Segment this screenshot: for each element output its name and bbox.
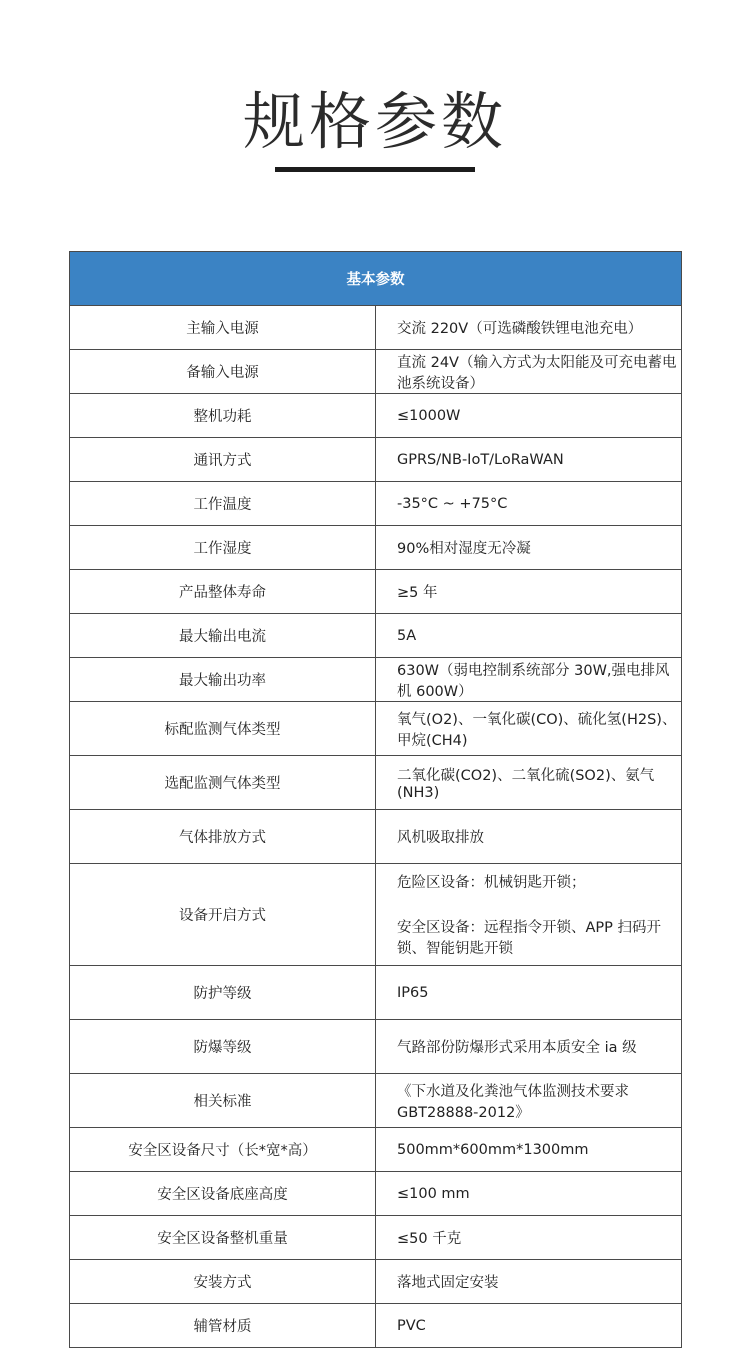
table-row	[70, 1260, 682, 1304]
table-row	[70, 1074, 682, 1128]
table-row	[70, 570, 682, 614]
table-row	[70, 1020, 682, 1074]
row-value: -35°C ~ +75°C	[376, 482, 682, 526]
table-row	[70, 306, 682, 350]
row-value: 《下水道及化粪池气体监测技术要求 GBT28888-2012》	[376, 1074, 682, 1128]
row-name: 选配监测气体类型	[70, 756, 376, 810]
row-name: 最大输出电流	[70, 614, 376, 658]
row-name: 安全区设备整机重量	[70, 1216, 376, 1260]
row-value: 交流 220V（可选磷酸铁锂电池充电）	[376, 306, 682, 350]
row-value-line: 危险区设备：机械钥匙开锁；	[397, 875, 586, 891]
row-name: 备输入电源	[70, 350, 376, 394]
table-row	[70, 482, 682, 526]
row-name: 气体排放方式	[70, 810, 376, 864]
table-row	[70, 394, 682, 438]
row-name: 相关标准	[70, 1074, 376, 1128]
row-value: 500mm*600mm*1300mm	[376, 1128, 682, 1172]
row-value: ≤50 千克	[376, 1216, 682, 1260]
row-name: 通讯方式	[70, 438, 376, 482]
row-name: 主输入电源	[70, 306, 376, 350]
row-name: 防护等级	[70, 966, 376, 1020]
row-value: 630W（弱电控制系统部分 30W,强电排风机 600W）	[376, 658, 682, 702]
row-name: 设备开启方式	[70, 864, 376, 966]
table-row	[70, 966, 682, 1020]
page-title: 规格参数	[242, 85, 507, 158]
row-value: 5A	[376, 614, 682, 658]
row-value: IP65	[376, 966, 682, 1020]
spec-table	[69, 251, 682, 1348]
row-value: 90%相对湿度无冷凝	[376, 526, 682, 570]
table-row	[70, 1172, 682, 1216]
table-header-row	[70, 252, 682, 306]
row-value: 二氧化碳(CO2)、二氧化硫(SO2)、氨气(NH3)	[376, 756, 682, 810]
table-row	[70, 658, 682, 702]
table-row	[70, 526, 682, 570]
row-value: 落地式固定安装	[376, 1260, 682, 1304]
row-value: 风机吸取排放	[376, 810, 682, 864]
row-name: 产品整体寿命	[70, 570, 376, 614]
row-value	[376, 864, 682, 966]
table-row	[70, 350, 682, 394]
row-value-line: 安全区设备：远程指令开锁、APP 扫码开锁、智能钥匙开锁	[397, 920, 662, 957]
row-value: GPRS/NB-IoT/LoRaWAN	[376, 438, 682, 482]
table-row	[70, 864, 682, 966]
row-name: 安全区设备底座高度	[70, 1172, 376, 1216]
title-underline	[275, 167, 475, 172]
row-name: 标配监测气体类型	[70, 702, 376, 756]
row-value: ≤1000W	[376, 394, 682, 438]
table-row	[70, 1216, 682, 1260]
row-name: 整机功耗	[70, 394, 376, 438]
table-row	[70, 1128, 682, 1172]
row-name: 防爆等级	[70, 1020, 376, 1074]
row-value: ≥5 年	[376, 570, 682, 614]
row-value: 气路部份防爆形式采用本质安全 ia 级	[376, 1020, 682, 1074]
table-row	[70, 1304, 682, 1348]
table-row	[70, 702, 682, 756]
table-row	[70, 614, 682, 658]
row-name: 工作湿度	[70, 526, 376, 570]
table-row	[70, 756, 682, 810]
row-value: 氧气(O2)、一氧化碳(CO)、硫化氢(H2S)、甲烷(CH4)	[376, 702, 682, 756]
table-header: 基本参数	[70, 252, 682, 306]
row-value: 直流 24V（输入方式为太阳能及可充电蓄电池系统设备）	[376, 350, 682, 394]
row-name: 安装方式	[70, 1260, 376, 1304]
row-value: PVC	[376, 1304, 682, 1348]
row-name: 安全区设备尺寸（长*宽*高）	[70, 1128, 376, 1172]
table-row	[70, 810, 682, 864]
row-name: 最大输出功率	[70, 658, 376, 702]
row-name: 辅管材质	[70, 1304, 376, 1348]
row-name: 工作温度	[70, 482, 376, 526]
table-row	[70, 438, 682, 482]
row-value: ≤100 mm	[376, 1172, 682, 1216]
